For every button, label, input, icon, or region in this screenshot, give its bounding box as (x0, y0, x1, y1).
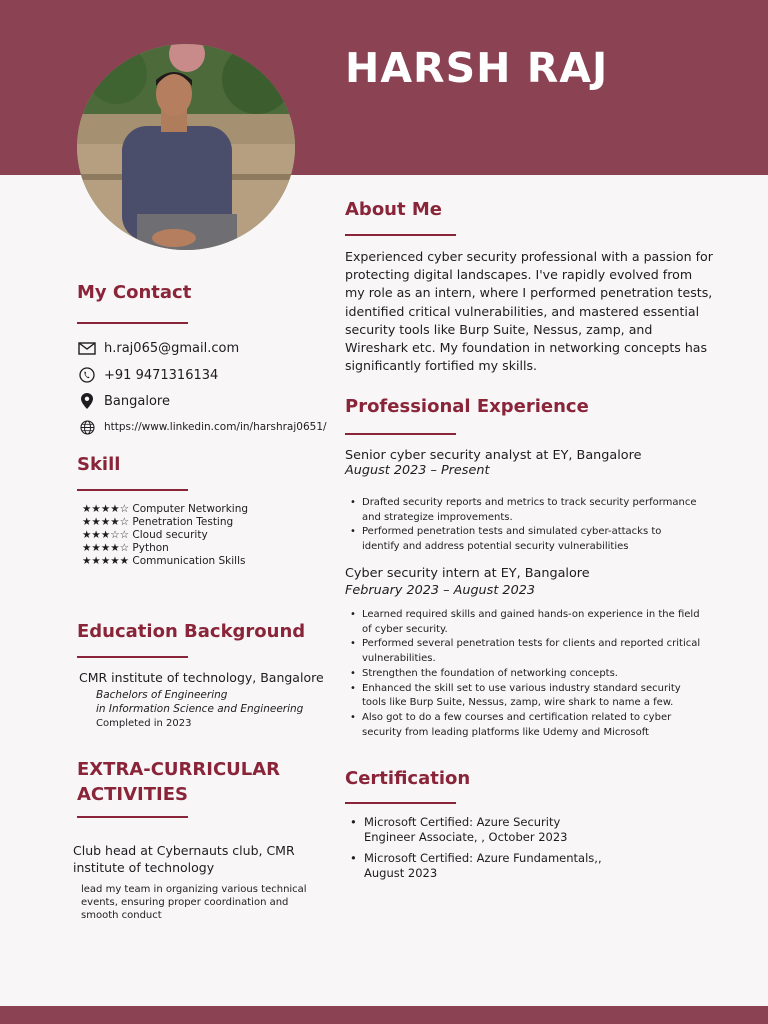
contact-email-row (77, 340, 239, 356)
certification-list (364, 815, 604, 887)
extra-activity-title: Club head at Cybernauts club, CMR institute of technology (73, 843, 295, 875)
skill-item: ★★★★☆ Penetration Testing (82, 516, 234, 528)
job-title: Cyber security intern at EY, Bangalore (345, 566, 590, 581)
education-major-line: in Information Science and Engineering (96, 703, 304, 715)
extra-divider (77, 816, 188, 818)
job-bullet-list (362, 608, 702, 740)
contact-phone-row (77, 367, 218, 383)
profile-photo (77, 44, 295, 250)
skill-item: ★★★★★ Communication Skills (82, 555, 246, 567)
experience-heading: Professional Experience (345, 396, 589, 417)
extra-heading (77, 757, 280, 807)
skill-item: ★★★★☆ Python (82, 542, 169, 554)
education-degree (96, 688, 303, 716)
about-divider (345, 234, 456, 236)
certification-item: • Microsoft Certified: Azure Security Engineer Associate, , October 2023 (364, 815, 604, 845)
contact-location-row (77, 393, 170, 409)
job-bullet: • Also got to do a few courses and certification related to cyber security from leading platforms like Udemy and Microsoft (362, 711, 702, 740)
education-degree-line: Bachelors of Engineering (96, 689, 228, 701)
job-dates: August 2023 – Present (345, 463, 490, 478)
job-title: Senior cyber security analyst at EY, Bangalore (345, 448, 642, 463)
about-text: Experienced cyber security professional with a passion for protecting digital landscapes. I've rapidly evolved from my role as an intern, where I performed penetration tests, identified critical vulnerabilities, and mastered essential security tools like Burp Suite, Nessus, zamp, and Wireshark etc. My foundation in networking concepts has significantly fortified my skills. (345, 249, 713, 374)
education-heading: Education Background (77, 621, 306, 642)
skill-divider (77, 489, 188, 491)
contact-phone: +91 9471316134 (104, 367, 219, 383)
job-bullet: • Performed penetration tests and simulated cyber-attacks to identify and address potential security vulnerabilities (362, 525, 702, 554)
education-completed: Completed in 2023 (96, 718, 192, 729)
contact-email[interactable]: h.raj065@gmail.com (104, 340, 240, 356)
contact-location: Bangalore (104, 393, 170, 409)
location-pin-icon (77, 393, 97, 409)
job-bullet: • Enhanced the skill set to use various industry standard security tools like Burp Suite, Nessus, zamp, wire shark to name a few. (362, 682, 702, 711)
extra-heading-line2: ACTIVITIES (77, 784, 188, 805)
contact-heading: My Contact (77, 282, 192, 303)
extra-activity-description: lead my team in organizing various technical events, ensuring proper coordination and smooth conduct (81, 884, 307, 921)
phone-icon (77, 367, 97, 383)
contact-divider (77, 322, 188, 324)
about-heading: About Me (345, 199, 442, 220)
contact-linkedin-row (77, 419, 327, 435)
contact-linkedin-link[interactable]: https://www.linkedin.com/in/harshraj0651/ (104, 421, 327, 433)
education-school: CMR institute of technology, Bangalore (79, 670, 324, 685)
extra-heading-line1: EXTRA-CURRICULAR (77, 759, 281, 780)
job-bullet: • Drafted security reports and metrics to track security performance and strategize improvements. (362, 496, 702, 525)
job-bullet: • Learned required skills and gained hands-on experience in the field of cyber security. (362, 608, 702, 637)
education-divider (77, 656, 188, 658)
footer-band (0, 1006, 768, 1024)
certification-divider (345, 802, 456, 804)
person-name: HARSH RAJ (345, 44, 609, 92)
job-dates: February 2023 – August 2023 (345, 583, 535, 598)
certification-item: • Microsoft Certified: Azure Fundamentals,, August 2023 (364, 851, 604, 881)
job-bullet-list (362, 496, 702, 555)
job-bullet: • Performed several penetration tests for clients and reported critical vulnerabilities. (362, 637, 702, 666)
email-icon (77, 340, 97, 356)
globe-icon (77, 419, 97, 435)
job-bullet: • Strengthen the foundation of networking concepts. (362, 667, 702, 682)
skill-item: ★★★☆☆ Cloud security (82, 529, 208, 541)
skill-list (82, 503, 248, 568)
experience-divider (345, 433, 456, 435)
certification-heading: Certification (345, 768, 471, 789)
skill-item: ★★★★☆ Computer Networking (82, 503, 249, 515)
skill-heading: Skill (77, 454, 121, 475)
